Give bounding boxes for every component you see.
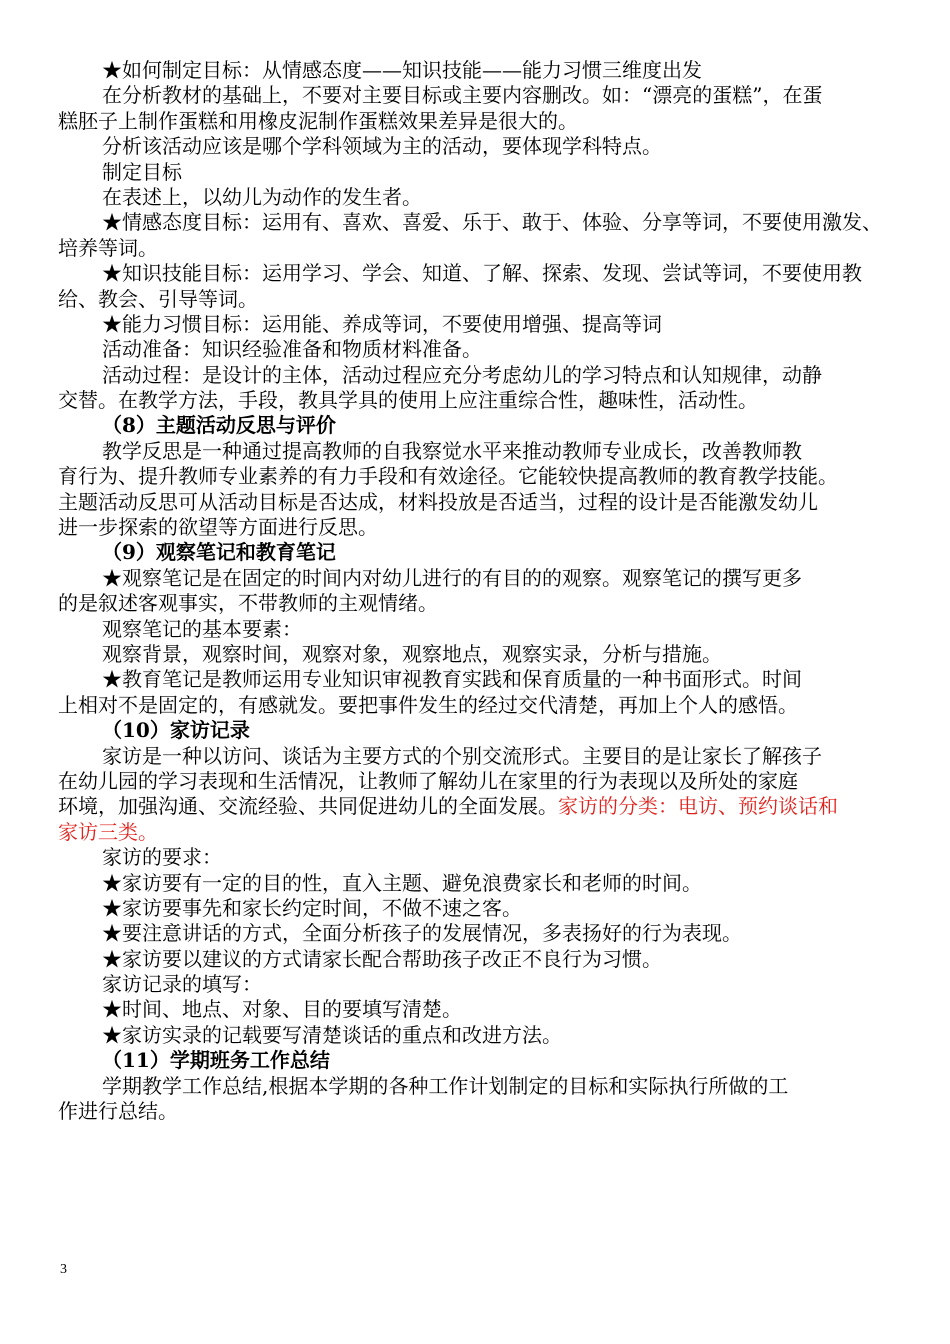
text-line: 家访是一种以访问、谈话为主要方式的个别交流形式。主要目的是让家长了解孩子 bbox=[102, 743, 822, 768]
text-line: 育行为、提升教师专业素养的有力手段和有效途径。它能较快提高教师的教育教学技能。 bbox=[58, 464, 838, 489]
highlighted-text-line: 家访三类。 bbox=[58, 819, 158, 844]
text-line: 家访记录的填写： bbox=[102, 972, 262, 997]
text-line bbox=[58, 794, 898, 819]
text-line: 观察背景，观察时间，观察对象，观察地点，观察实录，分析与措施。 bbox=[102, 641, 722, 666]
text-line: ★家访要以建议的方式请家长配合帮助孩子改正不良行为习惯。 bbox=[102, 946, 662, 971]
text-line: 作进行总结。 bbox=[58, 1099, 178, 1124]
text-line: 家访的要求： bbox=[102, 845, 222, 870]
text-segment: 环境，加强沟通、交流经验、共同促进幼儿的全面发展。 bbox=[58, 794, 558, 819]
text-line: 活动准备：知识经验准备和物质材料准备。 bbox=[102, 337, 482, 362]
page-number: 3 bbox=[60, 1262, 67, 1277]
text-line: ★情感态度目标：运用有、喜欢、喜爱、乐于、敢于、体验、分享等词，不要使用激发、 bbox=[102, 210, 882, 235]
text-line: 活动过程：是设计的主体，活动过程应充分考虑幼儿的学习特点和认知规律，动静 bbox=[102, 362, 822, 387]
text-line: 在分析教材的基础上，不要对主要目标或主要内容删改。如：“漂亮的蛋糕”，在蛋 bbox=[102, 83, 823, 108]
text-line: 学期教学工作总结,根据本学期的各种工作计划制定的目标和实际执行所做的工 bbox=[102, 1073, 789, 1098]
section-heading: （10）家访记录 bbox=[102, 718, 250, 743]
text-line: 在幼儿园的学习表现和生活情况，让教师了解幼儿在家里的行为表现以及所处的家庭 bbox=[58, 768, 798, 793]
text-line: 培养等词。 bbox=[58, 235, 158, 260]
document-body bbox=[58, 58, 898, 1124]
text-line: ★时间、地点、对象、目的要填写清楚。 bbox=[102, 997, 462, 1022]
text-line: 上相对不是固定的，有感就发。要把事件发生的经过交代清楚，再加上个人的感悟。 bbox=[58, 692, 798, 717]
text-line: 进一步探索的欲望等方面进行反思。 bbox=[58, 515, 378, 540]
text-line: ★如何制定目标：从情感态度——知识技能——能力习惯三维度出发 bbox=[102, 58, 702, 82]
text-line: ★要注意讲话的方式，全面分析孩子的发展情况，多表扬好的行为表现。 bbox=[102, 921, 742, 946]
text-line: ★知识技能目标：运用学习、学会、知道、了解、探索、发现、尝试等词，不要使用教 bbox=[102, 261, 862, 286]
text-line: 教学反思是一种通过提高教师的自我察觉水平来推动教师专业成长，改善教师教 bbox=[102, 438, 802, 463]
text-line: ★能力习惯目标：运用能、养成等词，不要使用增强、提高等词 bbox=[102, 311, 662, 336]
text-line: ★家访要有一定的目的性，直入主题、避免浪费家长和老师的时间。 bbox=[102, 870, 702, 895]
text-line: ★观察笔记是在固定的时间内对幼儿进行的有目的的观察。观察笔记的撰写更多 bbox=[102, 565, 802, 590]
text-line: 观察笔记的基本要素： bbox=[102, 616, 302, 641]
text-line: 在表述上，以幼儿为动作的发生者。 bbox=[102, 184, 422, 209]
text-line: ★家访要事先和家长约定时间，不做不速之客。 bbox=[102, 895, 522, 920]
section-heading: （11）学期班务工作总结 bbox=[102, 1048, 330, 1073]
section-heading: （8）主题活动反思与评价 bbox=[102, 413, 336, 438]
text-line: ★家访实录的记载要写清楚谈话的重点和改进方法。 bbox=[102, 1022, 562, 1047]
text-line: ★教育笔记是教师运用专业知识审视教育实践和保育质量的一种书面形式。时间 bbox=[102, 667, 802, 692]
section-heading: （9）观察笔记和教育笔记 bbox=[102, 540, 336, 565]
text-line: 分析该活动应该是哪个学科领域为主的活动，要体现学科特点。 bbox=[102, 134, 662, 159]
text-line: 交替。在教学方法，手段，教具学具的使用上应注重综合性，趣味性，活动性。 bbox=[58, 388, 758, 413]
text-line: 制定目标 bbox=[102, 159, 182, 184]
text-line: 主题活动反思可从活动目标是否达成，材料投放是否适当，过程的设计是否能激发幼儿 bbox=[58, 489, 818, 514]
text-line: 的是叙述客观事实，不带教师的主观情绪。 bbox=[58, 591, 438, 616]
highlighted-text: 家访的分类：电访、预约谈话和 bbox=[558, 794, 838, 819]
text-line: 糕胚子上制作蛋糕和用橡皮泥制作蛋糕效果差异是很大的。 bbox=[58, 108, 578, 133]
text-line: 给、教会、引导等词。 bbox=[58, 286, 258, 311]
